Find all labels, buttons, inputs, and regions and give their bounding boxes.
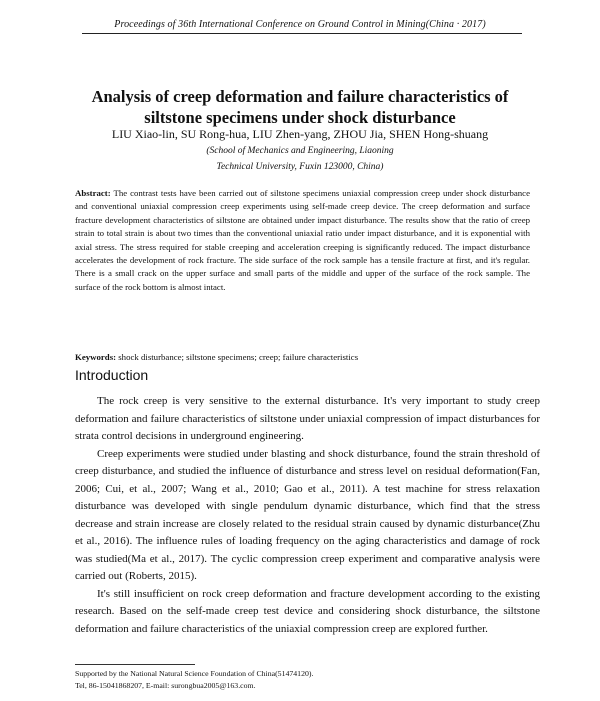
title-line-1: Analysis of creep deformation and failure characteristics of <box>91 87 509 106</box>
paragraph-1: The rock creep is very sensitive to the external disturbance. It's very important to study creep deformation and failure characteristics of siltstone under uniaxial compression of impact disturbances for strata control decisions in underground engineering. <box>75 395 540 442</box>
authors: LIU Xiao-lin, SU Rong-hua, LIU Zhen-yang, ZHOU Jia, SHEN Hong-shuang <box>111 127 489 141</box>
paper-title <box>40 86 560 128</box>
title-line-2: siltstone specimens under shock disturbance <box>144 108 456 127</box>
section-heading: Introduction <box>75 367 149 383</box>
abstract-text: The contrast tests have been carried out of siltstone specimens uniaxial compression creep under shock disturbance and conventional uniaxial compression creep experiments using self-made creep device. The creep deformation and surface fracture development characteristics of siltstone are obtained under impact disturbance. The results show that the ratio of creep strain to total strain is about two times than the conventional uniaxial ratio under impact disturbance, and it is exponential with axial stress. The stress required for stable creeping and acceleration creeping is significantly reduced. The impact disturbance accelerates the development of rock fracture. The side surface of the rock sample has a tensile fracture at first, and it's regular. There is a small crack on the upper surface and small parts of the middle and upper of the surface of the rock sample. The surface of the rock bottom is almost intact. <box>75 188 530 292</box>
paragraph-3: It's still insufficient on rock creep deformation and fracture development according to the existing research. Based on the self-made creep test device and considering shock disturbance, the siltstone deformation and failure characteristics of the uniaxial compression creep are explored further. <box>75 587 540 635</box>
keywords <box>75 352 530 362</box>
keywords-label: Keywords: <box>75 352 117 362</box>
keywords-text: shock disturbance; siltstone specimens; creep; failure characteristics <box>118 352 359 362</box>
abstract <box>75 187 530 294</box>
abstract-label: Abstract: <box>75 188 111 198</box>
footnote-funding: Supported by the National Natural Science Foundation of China(51474120). <box>75 669 314 678</box>
paragraph-2: Creep experiments were studied under blasting and shock disturbance, found the strain threshold of creep disturbance, and studied the influence of disturbance and stress level on residual deformation(Fan, 2006; Cui, et al., 2007; Wang et al., 2010; Gao et al., 2011). A test machine for stress relaxation disturbance was developed with single pendulum dynamic disturbance, which find that the stress decrease and strain increase are closely related to the residual strain caused by dynamic disturbance(Zhu et al., 2016). The influence rules of loading frequency on the aging characteristics and damage of rock was studied(Ma et al., 2017). The cyclic compression creep experiment and comparative analysis were carried out (Roberts, 2015). <box>75 447 540 582</box>
affiliation-line-1: (School of Mechanics and Engineering, Liaoning <box>206 146 394 156</box>
affiliation-line-2: Technical University, Fuxin 123000, China) <box>216 162 384 172</box>
footnotes <box>75 668 540 692</box>
footnote-contact: Tel, 86-15041868207, E-mail: surongbua2005@163.com. <box>75 681 256 690</box>
running-header: Proceedings of 36th International Conference on Ground Control in Mining(China · 2017) <box>114 19 486 30</box>
footnote-rule <box>75 664 195 665</box>
body-text <box>75 393 540 638</box>
header-rule <box>82 33 522 34</box>
